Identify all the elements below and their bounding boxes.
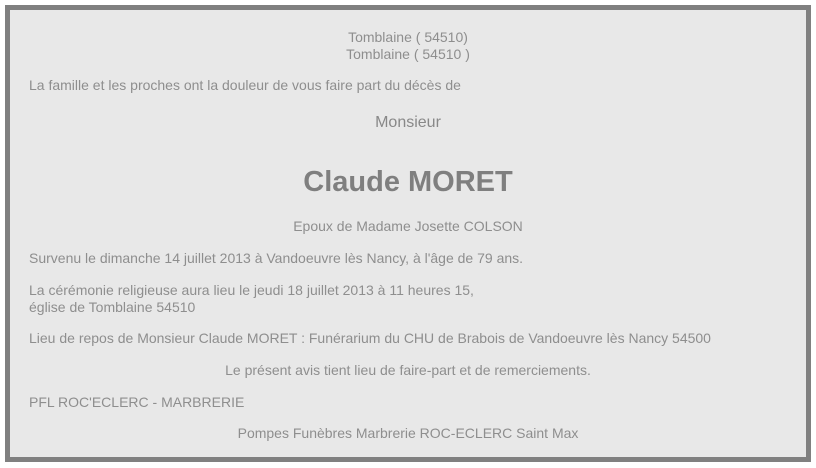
- location-lines: [29, 29, 787, 63]
- closing-statement: Le présent avis tient lieu de faire-part et de remerciements.: [225, 362, 591, 378]
- death-notice-card: [5, 5, 811, 462]
- death-notice-content: [10, 29, 806, 442]
- deceased-name: Claude MORET: [303, 166, 513, 198]
- ceremony-line-2: église de Tomblaine 54510: [29, 299, 196, 315]
- funeral-home-name: PFL ROC'ECLERC - MARBRERIE: [29, 394, 245, 410]
- ceremony-line-1: La cérémonie religieuse aura lieu le jeudi 18 juillet 2013 à 11 heures 15,: [29, 282, 474, 298]
- location-line-1: Tomblaine ( 54510): [348, 29, 468, 45]
- ceremony-details: [29, 282, 787, 316]
- funeral-company-name: Pompes Funèbres Marbrerie ROC-ECLERC Saint Max: [237, 425, 579, 441]
- intro-text: La famille et les proches ont la douleur de vous faire part du décès de: [29, 77, 461, 93]
- repose-details: Lieu de repos de Monsieur Claude MORET : Funérarium du CHU de Brabois de Vandoeuvre lès Nancy 54500: [29, 330, 711, 346]
- location-line-2: Tomblaine ( 54510 ): [346, 46, 470, 62]
- civility-title: Monsieur: [375, 114, 441, 131]
- death-details: Survenu le dimanche 14 juillet 2013 à Vandoeuvre lès Nancy, à l'âge de 79 ans.: [29, 250, 524, 266]
- spouse-line: Epoux de Madame Josette COLSON: [293, 218, 523, 234]
